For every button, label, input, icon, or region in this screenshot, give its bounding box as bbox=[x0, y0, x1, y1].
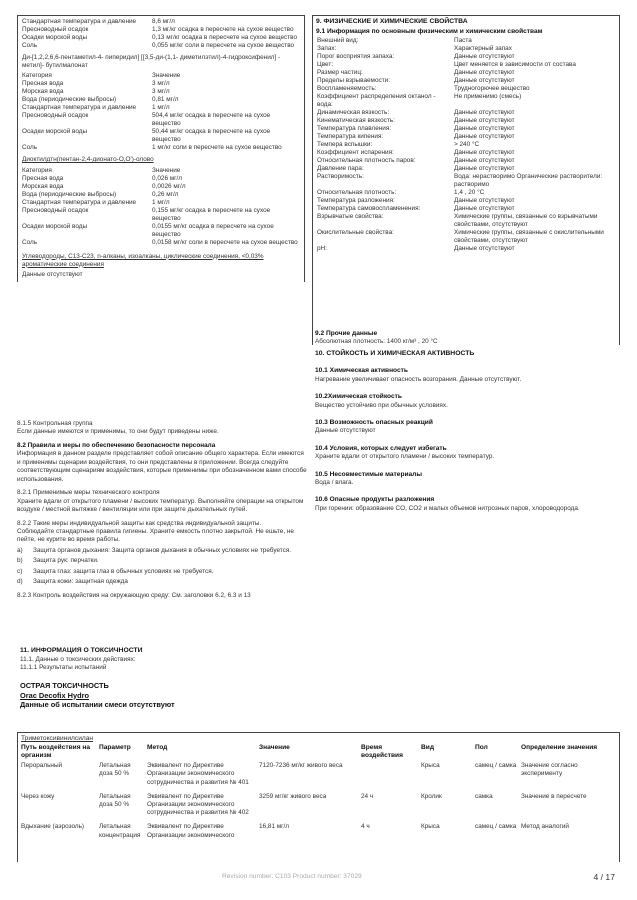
property-value: Данные отсутствуют bbox=[454, 245, 515, 253]
section-10-block-text: Храните вдали от открытого пламени / высоких температур. bbox=[315, 453, 495, 461]
tox-header-cell: Определение значения bbox=[521, 744, 598, 752]
pnec-values-box bbox=[17, 15, 305, 282]
property-key: Температура плавления: bbox=[317, 125, 392, 133]
property-value: Паста bbox=[454, 37, 472, 45]
property-key: Цвет: bbox=[317, 61, 334, 69]
protection-items-list bbox=[17, 547, 307, 587]
property-key: Размер частиц: bbox=[317, 69, 363, 77]
tox-header-cell: Время воздействия bbox=[361, 744, 403, 760]
pnec-table-substance-2 bbox=[21, 72, 301, 152]
property-row bbox=[316, 245, 616, 253]
pnec-s2-row bbox=[21, 96, 301, 104]
property-value: Данные отсутствуют bbox=[454, 133, 515, 141]
tox-cell: Эквивалент по Директиве Организации экономического bbox=[147, 823, 235, 839]
property-key: pH: bbox=[317, 245, 327, 253]
pnec-s3-value: 0,0155 мг/кг осадка в пересчете на сухое вещество bbox=[152, 222, 274, 238]
page-footer bbox=[0, 873, 637, 887]
property-value: 1,4 , 20 °C bbox=[454, 189, 485, 197]
section-10-block-text: Вещество устойчиво при обычных условиях. bbox=[315, 401, 448, 409]
pnec-s3-value: 0,0026 мг/л bbox=[152, 182, 186, 190]
pnec-row bbox=[21, 26, 301, 34]
property-key: Относительная плотность паров: bbox=[317, 157, 416, 165]
protection-item bbox=[17, 547, 307, 555]
property-value: Не применимо (смесь) bbox=[454, 93, 522, 101]
property-key: Взрывчатые свойства: bbox=[317, 213, 384, 221]
acute-toxicity-table bbox=[21, 744, 616, 845]
section-10-block-text: Нагревание увеличивает опасность возгорания. Данные отсутствуют. bbox=[315, 375, 522, 383]
tox-cell: самец / самка bbox=[475, 823, 517, 831]
property-key: Кинематическая вязкость: bbox=[317, 117, 395, 125]
tox-cell: Метод аналогий bbox=[521, 823, 569, 831]
pnec-s2-value: 504,4 мг/кг осадка в пересчете на сухое вещество bbox=[152, 112, 271, 128]
tox-row bbox=[21, 823, 616, 845]
pnec-s3-row bbox=[21, 191, 301, 199]
section-9-title: 9. ФИЗИЧЕСКИЕ И ХИМИЧЕСКИЕ СВОЙСТВА bbox=[316, 18, 468, 25]
tox-header-cell: Параметр bbox=[99, 744, 131, 752]
section-8-2-1-text: Храните вдали от открытого пламени / высоких температур. Выполняйте операции на открытом воздухе / местной вытяжке / вентиляции или при защите дыхательных путей. bbox=[17, 497, 304, 514]
pnec-s3-row bbox=[21, 223, 301, 239]
property-key: Растворимость: bbox=[317, 173, 364, 181]
property-key: Динамическая вязкость: bbox=[317, 109, 390, 117]
pnec-s3-value: 0,26 мг/л bbox=[152, 190, 179, 198]
pnec-s2-value: 3 мг/л bbox=[152, 88, 170, 96]
section-10-block-title: 10.5 Несовместимые материалы bbox=[315, 470, 423, 478]
pnec-key: Пресноводный осадок bbox=[22, 26, 89, 33]
section-9-1-title: 9.1 Информация по основным физическим и химическим свойствам bbox=[316, 27, 543, 35]
property-key: Порог восприятия запаха: bbox=[317, 53, 395, 61]
property-row bbox=[316, 61, 616, 69]
tox-row bbox=[21, 793, 616, 824]
section-8-2-3-text: 8.2.3 Контроль воздействия на окружающую среду: См. заголовки 6.2, 6.3 и 13 bbox=[17, 591, 251, 599]
property-key: Воспламеняемость: bbox=[317, 85, 377, 93]
tox-cell: Крыса bbox=[421, 823, 440, 831]
page-number: 4 / 17 bbox=[593, 872, 615, 882]
property-value: Данные отсутствуют bbox=[454, 117, 515, 125]
pnec-s3-key: Осадки морской воды bbox=[22, 222, 88, 230]
pnec-s2-key: Стандартная температура и давление bbox=[22, 104, 137, 112]
property-row bbox=[316, 45, 616, 53]
property-key: Температура кипения: bbox=[317, 133, 384, 141]
pnec-s2-row bbox=[21, 144, 301, 152]
tox-cell: 3259 мг/кг живого веса bbox=[259, 792, 327, 800]
pnec-s2-key: Категория bbox=[22, 72, 52, 80]
section-10-block-text: Данные отсутствуют bbox=[315, 427, 376, 435]
property-row bbox=[316, 149, 616, 157]
tox-cell: Значение в пересчете bbox=[521, 792, 587, 800]
protection-item bbox=[17, 557, 307, 565]
pnec-s3-row bbox=[21, 199, 301, 207]
pnec-s3-key: Категория bbox=[22, 166, 52, 174]
pnec-s2-value: 1 мг/л bbox=[152, 104, 170, 112]
section-10-block-title: 10.6 Опасные продукты разложения bbox=[315, 496, 435, 504]
property-row bbox=[316, 197, 616, 205]
product-name: Orac Decofix Hydro bbox=[20, 690, 90, 700]
physical-chemical-properties-box bbox=[312, 15, 620, 345]
pnec-s3-value: 0,155 мг/кг осадка в пересчете на сухое вещество bbox=[152, 206, 271, 222]
tox-cell: самец / самка bbox=[475, 762, 517, 770]
pnec-s3-value: 0,0158 мг/кг соли в пересчете на сухое вещество bbox=[152, 238, 298, 246]
property-key: Коэффициент испарения: bbox=[317, 149, 394, 157]
pnec-s3-key: Морская вода bbox=[22, 182, 64, 190]
section-10-block-title: 10.1 Химическая активность bbox=[315, 367, 408, 375]
section-10-blocks bbox=[315, 367, 620, 513]
property-key: Запах: bbox=[317, 45, 337, 53]
tox-header-cell: Значение bbox=[259, 744, 290, 752]
property-key: Температура самовоспламенения: bbox=[317, 205, 421, 213]
properties-table bbox=[316, 37, 616, 253]
pnec-s2-key: Соль bbox=[22, 144, 38, 152]
protection-item-text: Защита кожи: защитная одежда bbox=[33, 578, 128, 586]
property-value: Данные отсутствуют bbox=[454, 157, 515, 165]
section-10-block-title: 10.2Химическая стойкость bbox=[315, 393, 402, 401]
property-value: Данные отсутствуют bbox=[454, 109, 515, 117]
property-value: Данные отсутствуют bbox=[454, 69, 515, 77]
pnec-s2-key: Вода (периодические выбросы) bbox=[22, 96, 117, 104]
tox-cell: Крыса bbox=[421, 762, 440, 770]
pnec-s3-key: Пресная вода bbox=[22, 174, 64, 182]
section-10-title: 10. СТОЙКОСТЬ И ХИМИЧЕСКАЯ АКТИВНОСТЬ bbox=[315, 349, 475, 357]
tox-cell: Значение согласно эксперименту bbox=[521, 762, 578, 778]
pnec-s2-value: 50,44 мг/кг осадка в пересчете на сухое вещество bbox=[152, 128, 271, 144]
protection-item-label: b) bbox=[17, 557, 23, 565]
property-value: Характерный запах bbox=[454, 45, 512, 53]
pnec-s3-row bbox=[21, 239, 301, 247]
protection-item bbox=[17, 568, 307, 576]
pnec-s2-key: Пресная вода bbox=[22, 80, 64, 88]
protection-item-text: Защита органов дыхания: Защита органов дыхания в обычных условиях не требуется. bbox=[33, 546, 292, 554]
protection-item bbox=[17, 578, 307, 586]
property-value: Данные отсутствуют bbox=[454, 205, 515, 213]
protection-item-label: c) bbox=[17, 567, 23, 575]
tox-header-cell: Путь воздействия на организм bbox=[21, 744, 91, 760]
pnec-s3-row bbox=[21, 175, 301, 183]
section-10-stability bbox=[315, 330, 620, 513]
property-row bbox=[316, 69, 616, 77]
pnec-s2-key: Морская вода bbox=[22, 88, 64, 96]
property-key: Темпера вспышки: bbox=[317, 141, 373, 149]
pnec-s3-value: 0,026 мг/л bbox=[152, 174, 182, 182]
section-8-1-5-text: Если данные имеются и применимы, то они будут приведены ниже. bbox=[17, 428, 219, 436]
pnec-table-substance-1 bbox=[21, 18, 301, 50]
pnec-s2-row bbox=[21, 112, 301, 128]
acute-toxicity-box bbox=[17, 732, 620, 862]
section-8-2-2-title: 8.2.2 Такие меры индивидуальной защиты как средства индивидуальной защиты. bbox=[17, 519, 262, 527]
pnec-s3-value: Значение bbox=[152, 166, 181, 174]
pnec-table-substance-3 bbox=[21, 167, 301, 247]
property-value: Данные отсутствуют bbox=[454, 165, 515, 173]
property-value: Данные отсутствуют bbox=[454, 149, 515, 157]
tox-cell: самка bbox=[475, 792, 493, 800]
tox-cell: Летальная доза 50 % bbox=[99, 792, 131, 808]
tox-row bbox=[21, 762, 616, 793]
section-8-1-5-title: 8.1.5 Контрольная группа bbox=[17, 420, 93, 427]
property-row bbox=[316, 125, 616, 133]
tox-cell: 7120-7236 мг/кг живого веса bbox=[259, 762, 343, 770]
pnec-s2-value: Значение bbox=[152, 72, 181, 80]
section-11-1: 11.1. Данные о токсических действиях: bbox=[20, 655, 136, 663]
tox-cell: Вдыхание (аэрозоль) bbox=[21, 823, 85, 831]
pnec-s2-value: 1 мг/кг соли в пересчете на сухое вещество bbox=[152, 144, 282, 152]
property-row bbox=[316, 53, 616, 61]
protection-item-label: d) bbox=[17, 578, 23, 586]
property-row bbox=[316, 77, 616, 85]
section-8-2-1-title: 8.2.1 Применимые меры технического контроля bbox=[17, 489, 160, 497]
pnec-value: 0,13 мг/кг осадка в пересчете на сухое вещество bbox=[152, 34, 298, 41]
section-11-toxicology bbox=[20, 647, 320, 709]
acute-toxicity-heading: ОСТРАЯ ТОКСИЧНОСТЬ bbox=[20, 681, 109, 691]
property-key: Давление пара: bbox=[317, 165, 364, 173]
pnec-row bbox=[21, 18, 301, 26]
pnec-row bbox=[21, 34, 301, 42]
substance-3-name: Диоктилдтн(пентан-2,4-дионато-О,О')-олово bbox=[22, 156, 154, 164]
property-value: Данные отсутствуют bbox=[454, 53, 515, 61]
property-key: Коэффициент распределения октанол - вода: bbox=[317, 93, 436, 109]
property-value: Вода: нерастворимо Органические растворители: растворимо bbox=[454, 173, 603, 189]
protection-item-text: Защита глаз: защита глаз в обычных условиях не требуется. bbox=[33, 567, 214, 575]
property-row bbox=[316, 141, 616, 149]
property-value: Данные отсутствуют bbox=[454, 125, 515, 133]
section-10-block-title: 10.4 Условия, которых следует избегать bbox=[315, 444, 447, 452]
property-row bbox=[316, 165, 616, 173]
absolute-density: Абсолютная плотность: 1400 кг/м³ , 20 °C bbox=[315, 338, 438, 346]
pnec-key: Соль bbox=[22, 42, 38, 49]
tox-cell: 4 ч bbox=[361, 823, 370, 831]
tox-cell: Эквивалент по Директиве Организации экономического сотрудничества и развития № 402 bbox=[147, 792, 249, 817]
property-value: Цвет меняется в зависимости от состава bbox=[454, 61, 576, 69]
pnec-s2-value: 0,81 мг/л bbox=[152, 96, 179, 104]
property-row bbox=[316, 133, 616, 141]
tox-substance-name: Триметоксивинилсилан bbox=[21, 735, 94, 742]
substance-2-name: Ди-[1,2,2,6,6-пентаметил-4- пиперидил] [[3,5-ди-(1,1- диметилэтил)-4-гидроксифенил] - метил]- бутилмалонат bbox=[22, 54, 281, 70]
substance-4-note: Данные отсутствуют bbox=[22, 270, 83, 278]
property-row bbox=[316, 229, 616, 245]
pnec-s2-row bbox=[21, 72, 301, 80]
pnec-s2-key: Осадки морской воды bbox=[22, 128, 88, 136]
property-key: Окислительные свойства: bbox=[317, 229, 394, 237]
pnec-s3-row bbox=[21, 183, 301, 191]
section-11-1-1: 11.1.1 Результаты испытаний bbox=[20, 664, 107, 672]
tox-header-cell: Метод bbox=[147, 744, 168, 752]
property-row bbox=[316, 37, 616, 45]
property-key: Внешний вид: bbox=[317, 37, 359, 45]
property-row bbox=[316, 213, 616, 229]
property-row bbox=[316, 109, 616, 117]
pnec-value: 8,6 мг/л bbox=[152, 18, 175, 25]
pnec-s3-value: 1 мг/л bbox=[152, 198, 170, 206]
property-value: Химические группы, связанные с окислительными свойствами, отсутствуют bbox=[454, 229, 604, 245]
section-10-block-text: Вода / влага. bbox=[315, 478, 354, 486]
tox-cell: Через кожу bbox=[21, 792, 55, 800]
pnec-s3-row bbox=[21, 207, 301, 223]
property-value: > 240 °C bbox=[454, 141, 480, 149]
pnec-key: Осадки морской воды bbox=[22, 34, 88, 41]
section-8-2-title: 8.2 Правила и меры по обеспечению безопасности персонала bbox=[17, 441, 216, 449]
tox-header-cell: Пол bbox=[475, 744, 488, 752]
property-row bbox=[316, 157, 616, 165]
section-8-exposure-controls bbox=[17, 420, 307, 600]
property-row bbox=[316, 205, 616, 213]
pnec-s2-key: Пресноводный осадок bbox=[22, 112, 89, 120]
property-value: Трудногорючее вещество bbox=[454, 85, 530, 93]
protection-item-text: Защита рук: перчатки. bbox=[33, 557, 99, 565]
no-mixture-data: Данные об испытании смеси отсутствуют bbox=[20, 699, 175, 709]
property-key: Пределы взрываемости: bbox=[317, 77, 390, 85]
pnec-s3-key: Пресноводный осадок bbox=[22, 206, 89, 214]
property-row bbox=[316, 189, 616, 197]
pnec-row bbox=[21, 42, 301, 50]
tox-cell: Летальная доза 50 % bbox=[99, 762, 131, 778]
pnec-value: 0,055 мг/кг соли в пересчете на сухое вещество bbox=[152, 42, 295, 49]
property-value: Данные отсутствуют bbox=[454, 197, 515, 205]
tox-cell: 16,81 мг/л bbox=[259, 823, 289, 831]
section-8-2-text: Информация в данном разделе представляет собой описание общего характера. Если имеются и применимы сценарии воздействия, то они представлены в приложении. Всегда следуйте соответствующим сценариям воздействия, которые применимы при обозначенном вами способе использования. bbox=[17, 450, 307, 483]
section-10-block-title: 10.3 Возможность опасных реакций bbox=[315, 418, 433, 426]
property-key: Температура разложения: bbox=[317, 197, 395, 205]
tox-cell: Летальная концентрация bbox=[99, 823, 141, 839]
property-key: Относительная плотность: bbox=[317, 189, 397, 197]
tox-cell bbox=[361, 762, 421, 793]
property-row bbox=[316, 173, 616, 189]
tox-cell: Эквивалент по Директиве Организации экономического сотрудничества и развития № 401 bbox=[147, 762, 249, 786]
pnec-key: Стандартная температура и давление bbox=[22, 18, 137, 25]
substance-4-name: Углеводороды, C13-C23, n-алканы, изоалканы, циклические соединения, <0,03% ароматические соединения bbox=[22, 252, 264, 268]
pnec-s2-row bbox=[21, 128, 301, 144]
section-9-2-title: 9.2 Прочие данные bbox=[315, 330, 378, 337]
revision-product-number: Revision number: C103 Product number: 37029 bbox=[222, 873, 362, 880]
pnec-s3-key: Соль bbox=[22, 238, 38, 246]
section-10-block-text: При горении: образование CO, CO2 и малых объемов нитрозных паров, хлороводорода. bbox=[315, 504, 580, 512]
pnec-s2-row bbox=[21, 80, 301, 88]
pnec-s3-key: Вода (периодические выбросы) bbox=[22, 190, 117, 198]
pnec-value: 1,3 мг/кг осадка в пересчете на сухое вещество bbox=[152, 26, 294, 33]
tox-cell: Пероральный bbox=[21, 762, 63, 770]
section-8-2-2-text: Соблюдайте стандартные правила гигиены. Храните емкость плотно закрытой. Не ешьте, не пейте, не курите во время работы. bbox=[17, 527, 294, 544]
tox-cell: 24 ч bbox=[361, 792, 374, 800]
pnec-s3-key: Стандартная температура и давление bbox=[22, 198, 137, 206]
tox-header-cell: Вид bbox=[421, 744, 435, 752]
pnec-s3-row bbox=[21, 167, 301, 175]
section-11-title: 11. ИНФОРМАЦИЯ О ТОКСИЧНОСТИ bbox=[20, 647, 143, 654]
property-value: Данные отсутствуют bbox=[454, 77, 515, 85]
tox-cell: Кролик bbox=[421, 792, 442, 800]
protection-item-label: a) bbox=[17, 546, 23, 554]
property-row bbox=[316, 117, 616, 125]
property-row bbox=[316, 93, 616, 109]
property-row bbox=[316, 85, 616, 93]
pnec-s2-value: 3 мг/л bbox=[152, 80, 170, 88]
property-value: Химические группы, связанные со взрывчатыми свойствами, отсутствуют bbox=[454, 213, 598, 229]
